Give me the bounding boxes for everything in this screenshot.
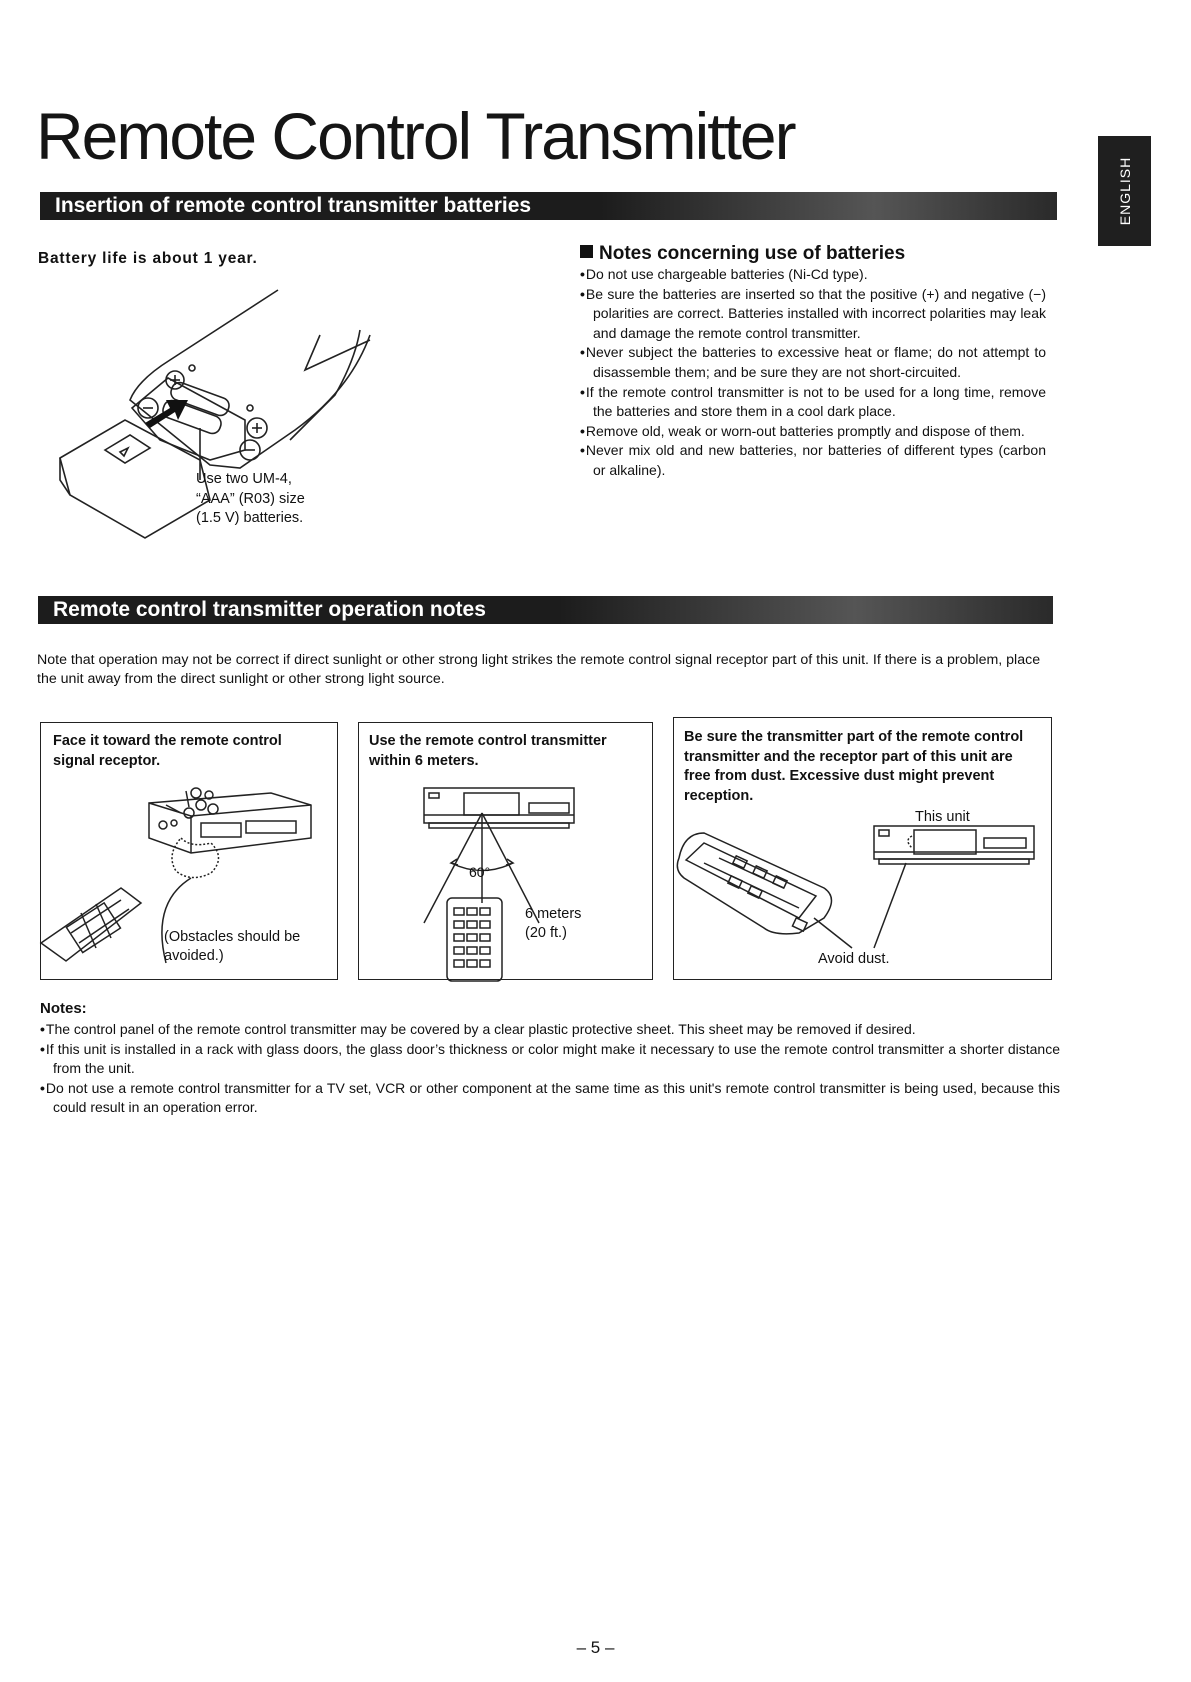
distance-feet: (20 ft.) — [525, 925, 567, 941]
battery-life-text: Battery life is about 1 year. — [38, 250, 258, 267]
operation-note-item: •The control panel of the remote control transmitter may be covered by a clear plastic protective sheet. This sheet may be removed if desired. — [40, 1021, 916, 1037]
battery-notes-heading-text: Notes concerning use of batteries — [599, 243, 906, 264]
section-heading-operation-text: Remote control transmitter operation notes — [53, 598, 486, 621]
distance-caption — [525, 905, 581, 943]
angle-label: 60° — [469, 864, 491, 880]
operation-intro: Note that operation may not be correct if direct sunlight or other strong light strikes the remote control signal receptor part of this unit. If there is a problem, place the unit away from the direct sunlight or other strong light source. — [37, 652, 1041, 687]
this-unit-label: This unit — [915, 809, 970, 825]
tip-box-distance — [358, 722, 653, 980]
tip-box-heading: Face it toward the remote control signal receptor. — [53, 733, 282, 769]
battery-notes-heading — [580, 243, 905, 265]
tip-box-dust — [673, 717, 1052, 980]
notes-label: Notes: — [40, 1000, 87, 1017]
operation-notes-list — [40, 1020, 1060, 1118]
battery-caption-line: “AAA” (R03) size — [196, 490, 305, 507]
language-tab — [1098, 136, 1151, 246]
battery-note-item: •Be sure the batteries are inserted so that the positive (+) and negative (−) polarities are correct. Batteries installed with incorrect polarities may leak and damage the remote control transmitter. — [580, 285, 1046, 341]
obstacle-caption-line: (Obstacles should be — [164, 929, 301, 945]
distance-meters: 6 meters — [525, 906, 582, 922]
battery-caption-line: Use two UM-4, — [196, 471, 292, 487]
angle-distance-illustration — [359, 783, 652, 979]
battery-note-item: •Do not use chargeable batteries (Ni-Cd type). — [580, 266, 868, 282]
operation-note-item: •Do not use a remote control transmitter for a TV set, VCR or other component at the same time as this unit's remote control transmitter is being used, because this could result in an operation error. — [40, 1079, 1060, 1115]
page-title: Remote Control Transmitter — [36, 99, 795, 173]
battery-caption — [196, 470, 305, 529]
battery-note-text: Be sure the batteries are inserted so that the positive (+) and negative (−) polarities are correct. Batteries installed with incorrect polarities may leak and damage the remote control transmitter. — [585, 285, 1046, 341]
tip-box-heading: Use the remote control transmitter within 6 meters. — [369, 733, 607, 769]
section-heading-batteries-text: Insertion of remote control transmitter batteries — [55, 194, 532, 217]
battery-note-item: •If the remote control transmitter is not to be used for a long time, remove the batteries and store them in a cool dark place. — [580, 383, 1046, 420]
tip-box-face-receptor — [40, 722, 338, 980]
battery-note-item: •Never subject the batteries to excessive heat or flame; do not attempt to disassemble them; and be sure they are not short-circuited. — [580, 344, 1046, 380]
battery-note-text: Never mix old and new batteries, nor batteries of different types (carbon or alkaline). — [585, 442, 1046, 478]
language-tab-label: ENGLISH — [1116, 156, 1133, 226]
battery-caption-line: (1.5 V) batteries. — [196, 510, 304, 526]
battery-note-item: •Remove old, weak or worn-out batteries promptly and dispose of them. — [580, 422, 1025, 439]
operation-note-text: Do not use a remote control transmitter for a TV set, VCR or other component at the same time as this unit's remote control transmitter is being used, because this could result in an operation error. — [45, 1079, 1060, 1115]
operation-note-item: •If this unit is installed in a rack with glass doors, the glass door’s thickness or color might make it necessary to use the remote control transmitter a shorter distance from the unit. — [40, 1040, 1060, 1076]
section-heading-operation — [38, 596, 1053, 624]
battery-note-text: Remove old, weak or worn-out batteries promptly and dispose of them. — [585, 422, 1025, 439]
obstacle-caption — [164, 928, 300, 966]
page-number: – 5 – — [576, 1638, 615, 1657]
battery-notes-list — [580, 265, 1046, 481]
battery-note-text: Do not use chargeable batteries (Ni-Cd type). — [585, 266, 868, 282]
avoid-dust-label: Avoid dust. — [818, 951, 890, 967]
tip-box-heading: Be sure the transmitter part of the remote control transmitter and the receptor part of this unit are free from dust. Excessive dust might prevent reception. — [684, 729, 1024, 804]
battery-note-text: If the remote control transmitter is not to be used for a long time, remove the batteries and store them in a cool dark place. — [585, 383, 1046, 420]
obstacle-caption-line: avoided.) — [164, 948, 224, 964]
battery-note-text: Never subject the batteries to excessive heat or flame; do not attempt to disassemble them; and be sure they are not short-circuited. — [585, 344, 1046, 380]
operation-note-text: The control panel of the remote control transmitter may be covered by a clear plastic protective sheet. This sheet may be removed if desired. — [45, 1021, 916, 1037]
square-bullet-icon — [580, 245, 593, 258]
section-heading-batteries — [40, 192, 1057, 220]
battery-note-item: •Never mix old and new batteries, nor batteries of different types (carbon or alkaline). — [580, 442, 1046, 478]
operation-note-text: If this unit is installed in a rack with glass doors, the glass door’s thickness or color might make it necessary to use the remote control transmitter a shorter distance from the unit. — [45, 1040, 1060, 1076]
